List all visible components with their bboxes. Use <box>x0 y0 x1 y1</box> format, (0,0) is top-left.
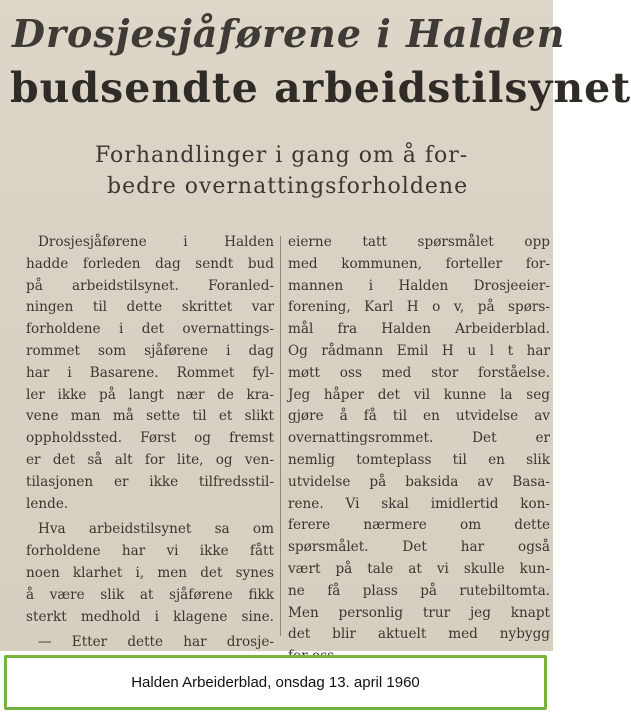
paragraph <box>288 232 550 668</box>
text-line: lende. <box>26 495 69 512</box>
caption-text: Halden Arbeiderblad, onsdag 13. april 1960 <box>131 674 420 691</box>
text-line: ler ikke på langt nær de kra- <box>26 386 274 403</box>
text-line: er det så alt for lite, og ven- <box>26 451 274 468</box>
text-line: på arbeidstilsynet. Foranled- <box>26 277 274 294</box>
text-line: forening, Karl H o v, på spørs- <box>288 299 550 316</box>
text-line: oppholdssted. Først og fremst <box>26 430 274 447</box>
text-line: Og rådmann Emil H u l t har <box>288 342 550 359</box>
text-line: rene. Vi skal imidlertid kon- <box>288 495 550 512</box>
text-line: eierne tatt spørsmålet opp <box>288 234 550 250</box>
text-line: ne få plass på rutebiltomta. <box>288 582 550 599</box>
subheadline-line-1: Forhandlinger i gang om å for- <box>95 143 469 168</box>
text-line: noen klarhet i, men det synes <box>26 564 274 581</box>
text-line: ningen til dette skrittet var <box>26 299 274 316</box>
text-line: gjøre å få til en utvidelse av <box>288 408 550 425</box>
text-line: med kommunen, forteller for- <box>288 255 550 272</box>
text-line: mannen i Halden Drosjeeier- <box>288 277 550 294</box>
text-line: forholdene i det overnattings- <box>26 321 274 338</box>
headline-line-2: budsendte arbeidstilsynet <box>10 64 631 112</box>
text-line: vene man må sette til et slikt <box>26 408 274 425</box>
text-line: — Etter dette har drosje- <box>38 634 274 651</box>
text-line: utvidelse på baksida av Basa- <box>288 473 550 490</box>
text-line: sterkt medhold i klagene sine. <box>26 608 274 625</box>
paragraph <box>26 519 274 628</box>
article-column-left <box>26 232 274 654</box>
subheadline-line-2: bedre overnattingsforholdene <box>107 174 469 199</box>
text-line: det blir aktuelt med nybygg <box>288 626 550 643</box>
text-line: Men personlig trur jeg knapt <box>288 604 550 621</box>
text-line: har i Basarene. Rommet fyl- <box>26 364 274 381</box>
text-line: rommet som sjåførene i dag <box>26 342 274 359</box>
paragraph <box>26 232 274 515</box>
text-line: hadde forleden dag sendt bud <box>26 255 274 272</box>
text-line: forholdene har vi ikke fått <box>26 543 274 560</box>
column-divider <box>280 236 281 636</box>
text-line: tilasjonen er ikke tilfredsstil- <box>26 473 274 490</box>
subheadline <box>95 140 535 202</box>
text-line: mål fra Halden Arbeiderblad. <box>288 321 550 338</box>
text-line: vært på tale at vi skulle kun- <box>288 560 550 577</box>
text-line: overnattingsrommet. Det er <box>288 430 550 447</box>
text-line: Jeg håper det vil kunne la seg <box>288 386 550 403</box>
headline-line-1: Drosjesjåførene i Halden <box>12 11 566 56</box>
text-line: Drosjesjåførene i Halden <box>38 234 274 250</box>
text-line: å være slik at sjåførene fikk <box>26 586 274 603</box>
paragraph <box>26 632 274 654</box>
text-line: spørsmålet. Det har også <box>288 539 550 556</box>
text-line: ferere nærmere om dette <box>288 517 550 534</box>
caption-box <box>4 655 547 710</box>
article-column-right <box>288 232 550 668</box>
text-line: nemlig tomteplass til en slik <box>288 451 550 468</box>
text-line: møtt oss med stor forståelse. <box>288 364 550 381</box>
text-line: Hva arbeidstilsynet sa om <box>38 521 274 538</box>
